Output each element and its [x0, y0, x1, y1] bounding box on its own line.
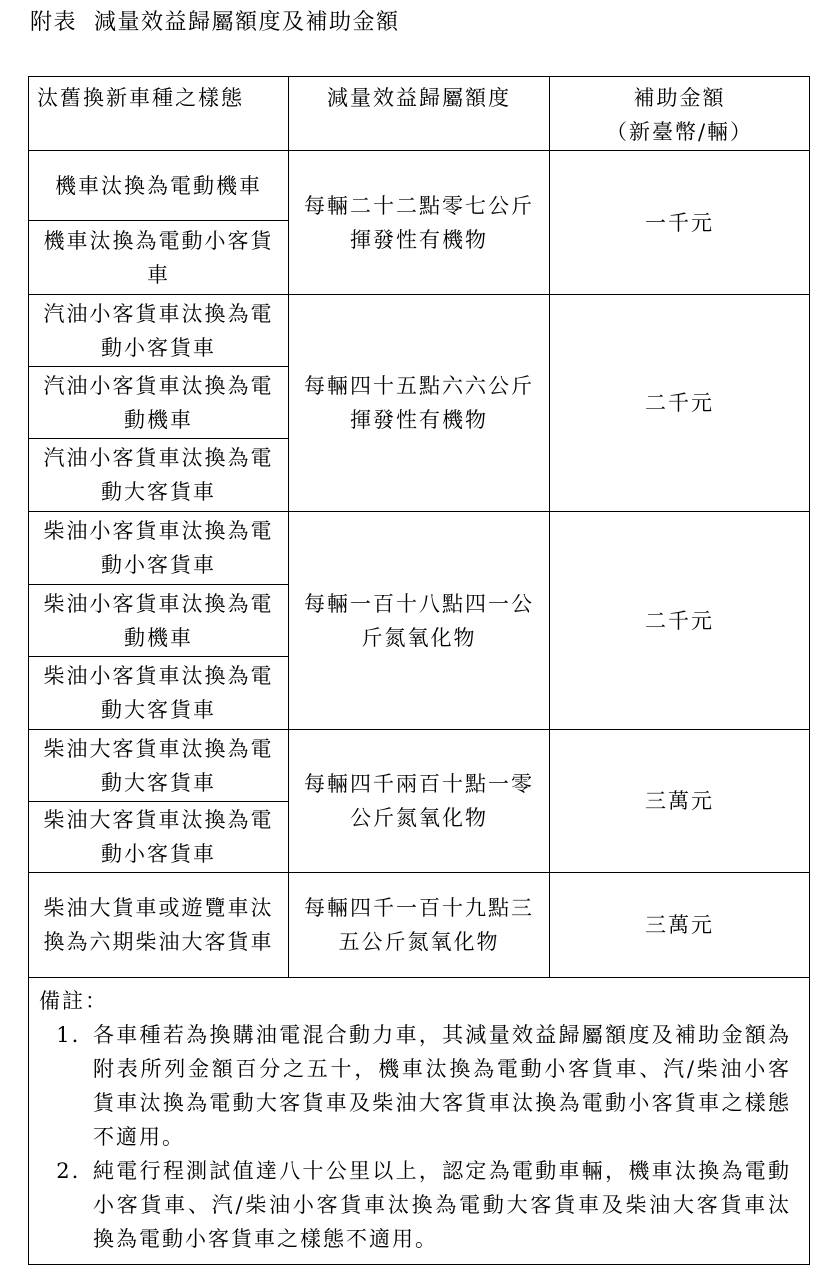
notes-cell: [29, 978, 810, 1265]
header-subsidy: [550, 77, 810, 151]
table-row: [29, 295, 810, 367]
reduction-cell: 每輛四千一百十九點三五公斤氮氧化物: [289, 873, 550, 978]
header-subsidy-label: 補助金額: [633, 86, 726, 110]
table-row: [29, 512, 810, 585]
reduction-cell: 每輛一百十八點四一公斤氮氧化物: [289, 512, 550, 730]
header-row: [29, 77, 810, 151]
subsidy-cell: 三萬元: [550, 873, 810, 978]
vehicle-type-cell: 柴油大貨車或遊覽車汰換為六期柴油大客貨車: [29, 873, 289, 978]
vehicle-type-cell: 柴油小客貨車汰換為電動機車: [29, 585, 289, 657]
header-vehicle-type: 汰舊換新車種之樣態: [29, 77, 289, 151]
subsidy-table: [28, 76, 810, 1265]
vehicle-type-cell: 機車汰換為電動機車: [29, 151, 289, 221]
reduction-cell: 每輛四千兩百十點一零公斤氮氧化物: [289, 730, 550, 873]
notes-title: 備註：: [39, 989, 108, 1013]
vehicle-type-cell: 汽油小客貨車汰換為電動大客貨車: [29, 439, 289, 512]
note-item: 2. 純電行程測試值達八十公里以上，認定為電動車輛，機車汰換為電動小客貨車、汽/柴油小客貨車汰換為電動大客貨車及柴油大客貨車汰換為電動小客貨車之樣態不適用。: [89, 1154, 791, 1256]
document-title: 附表 減量效益歸屬額度及補助金額: [30, 10, 400, 35]
vehicle-type-cell: 柴油小客貨車汰換為電動大客貨車: [29, 657, 289, 730]
subsidy-cell: 三萬元: [550, 730, 810, 873]
reduction-cell: 每輛二十二點零七公斤揮發性有機物: [289, 151, 550, 295]
subsidy-cell: 一千元: [550, 151, 810, 295]
note-item: 1. 各車種若為換購油電混合動力車，其減量效益歸屬額度及補助金額為附表所列金額百分之五十，機車汰換為電動小客貨車、汽/柴油小客貨車汰換為電動大客貨車及柴油大客貨車汰換為電動小客貨車之樣態不適用。: [89, 1018, 791, 1154]
header-reduction: 減量效益歸屬額度: [289, 77, 550, 151]
notes-list: [39, 1018, 791, 1256]
table-row: [29, 730, 810, 802]
subsidy-cell: 二千元: [550, 512, 810, 730]
subsidy-cell: 二千元: [550, 295, 810, 512]
vehicle-type-cell: 柴油大客貨車汰換為電動大客貨車: [29, 730, 289, 802]
vehicle-type-cell: 機車汰換為電動小客貨車: [29, 221, 289, 295]
vehicle-type-cell: 汽油小客貨車汰換為電動機車: [29, 367, 289, 439]
reduction-cell: 每輛四十五點六六公斤揮發性有機物: [289, 295, 550, 512]
vehicle-type-cell: 柴油小客貨車汰換為電動小客貨車: [29, 512, 289, 585]
notes-row: [29, 978, 810, 1265]
table-row: [29, 873, 810, 978]
vehicle-type-cell: 柴油大客貨車汰換為電動小客貨車: [29, 802, 289, 873]
header-subsidy-unit: （新臺幣/輛）: [605, 120, 754, 144]
vehicle-type-cell: 汽油小客貨車汰換為電動小客貨車: [29, 295, 289, 367]
table-row: [29, 151, 810, 221]
